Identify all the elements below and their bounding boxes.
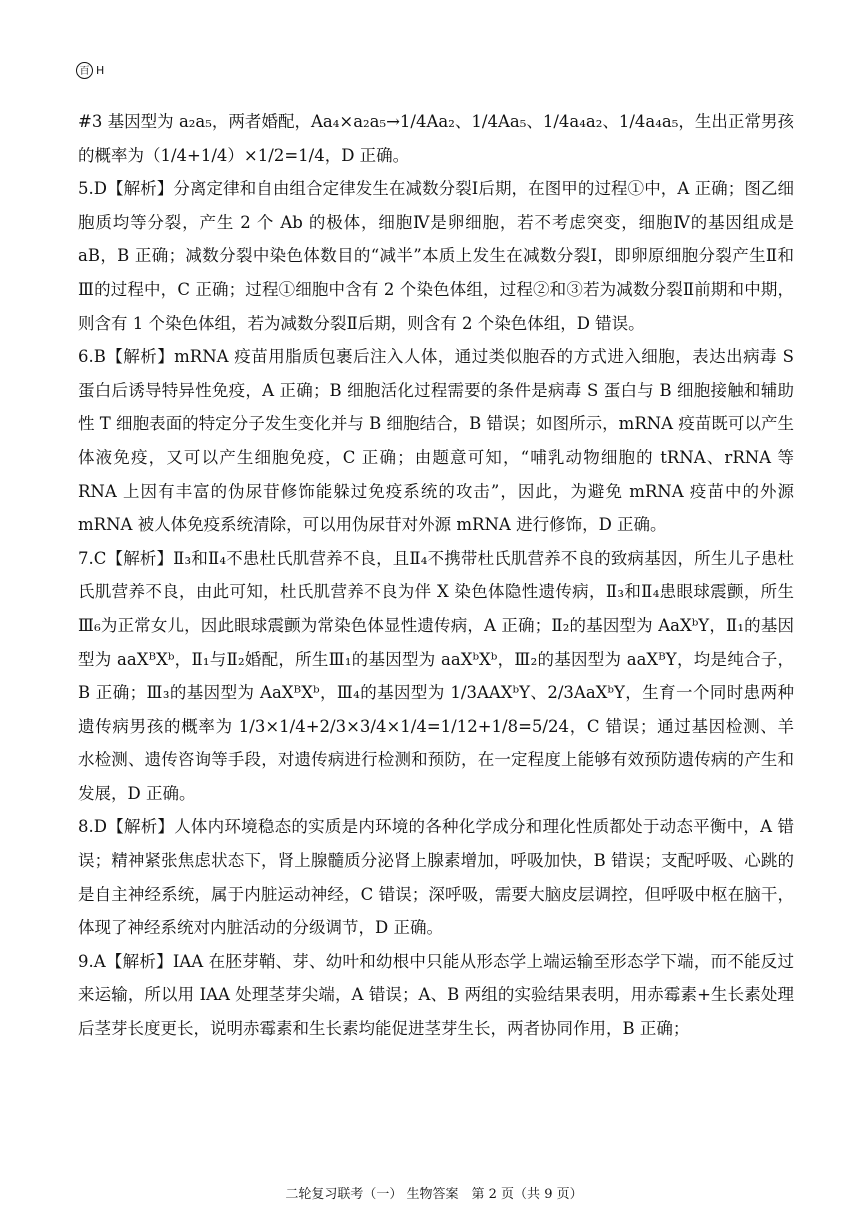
- paragraph-q7: 7.C【解析】Ⅱ₃和Ⅱ₄不患杜氏肌营养不良，且Ⅱ₄不携带杜氏肌营养不良的致病基因，所生儿子患杜氏肌营养不良，由此可知，杜氏肌营养不良为伴 X 染色体隐性遗传病，Ⅱ₃和Ⅱ₄患眼球震颤，所生Ⅲ₆为正常女儿，因此眼球震颤为常染色体显性遗传病，A 正确；Ⅱ₂的基因型为 AaXᵇY，Ⅱ₁的基因型为 aaXᴮXᵇ，Ⅱ₁与Ⅱ₂婚配，所生Ⅲ₁的基因型为 aaXᵇXᵇ，Ⅲ₂的基因型为 aaXᴮY，均是纯合子，B 正确；Ⅲ₃的基因型为 AaXᴮXᵇ，Ⅲ₄的基因型为 1/3AAXᵇY、2/3AaXᵇY，生育一个同时患两种遗传病男孩的概率为 1/3×1/4+2/3×3/4×1/4=1/12+1/8=5/24，C 错误；通过基因检测、羊水检测、遗传咨询等手段，对遗传病进行检测和预防，在一定程度上能够有效预防遗传病的产生和发展，D 正确。: [78, 548, 794, 803]
- paragraph-q6: 6.B【解析】mRNA 疫苗用脂质包裹后注入人体，通过类似胞吞的方式进入细胞，表达出病毒 S 蛋白后诱导特异性免疫，A 正确；B 细胞活化过程需要的条件是病毒 S 蛋白与 B 细胞接触和辅助性 T 细胞表面的特定分子发生变化并与 B 细胞结合，B 错误；如图所示，mRNA 疫苗既可以产生体液免疫，又可以产生细胞免疫，C 正确；由题意可知，“哺乳动物细胞的 tRNA、rRNA 等 RNA 上因有丰富的伪尿苷修饰能躲过免疫系统的攻击”，因此，为避免 mRNA 疫苗中的外源 mRNA 被人体免疫系统清除，可以用伪尿苷对外源 mRNA 进行修饰，D 正确。: [78, 347, 794, 535]
- paragraph-q5: 5.D【解析】分离定律和自由组合定律发生在减数分裂Ⅰ后期，在图甲的过程①中，A 正确；图乙细胞质均等分裂，产生 2 个 Ab 的极体，细胞Ⅳ是卵细胞，若不考虑突变，细胞Ⅳ的基因组成是 aB，B 正确；减数分裂中染色体数目的“减半”本质上发生在减数分裂Ⅰ，即卵原细胞分裂产生Ⅱ和Ⅲ的过程中，C 正确；过程①细胞中含有 2 个染色体组，过程②和③若为减数分裂Ⅱ前期和中期，则含有 1 个染色体组，若为减数分裂Ⅱ后期，则含有 2 个染色体组，D 错误。: [78, 179, 794, 333]
- logo-letter: H: [96, 64, 105, 77]
- publisher-logo: [76, 62, 104, 79]
- paragraph-q9: 9.A【解析】IAA 在胚芽鞘、芽、幼叶和幼根中只能从形态学上端运输至形态学下端，而不能反过来运输，所以用 IAA 处理茎芽尖端，A 错误；A、B 两组的实验结果表明，用赤霉素+生长素处理后茎芽长度更长，说明赤霉素和生长素均能促进茎芽生长，两者协同作用，B 正确；: [78, 951, 794, 1039]
- paragraph-q4-continued: #3 基因型为 a₂a₅，两者婚配，Aa₄×a₂a₅→1/4Aa₂、1/4Aa₅、1/4a₄a₂、1/4a₄a₅，生出正常男孩的概率为（1/4+1/4）×1/2=1/4，D 正确。: [78, 112, 794, 165]
- answer-content: [78, 105, 794, 1046]
- logo-circle-icon: 百: [76, 62, 93, 79]
- paragraph-q8: 8.D【解析】人体内环境稳态的实质是内环境的各种化学成分和理化性质都处于动态平衡中，A 错误；精神紧张焦虑状态下，肾上腺髓质分泌肾上腺素增加，呼吸加快，B 错误；支配呼吸、心跳的是自主神经系统，属于内脏运动神经，C 错误；深呼吸，需要大脑皮层调控，但呼吸中枢在脑干，体现了神经系统对内脏活动的分级调节，D 正确。: [78, 817, 794, 938]
- page-footer: 二轮复习联考（一） 生物答案 第 2 页（共 9 页）: [285, 1187, 583, 1202]
